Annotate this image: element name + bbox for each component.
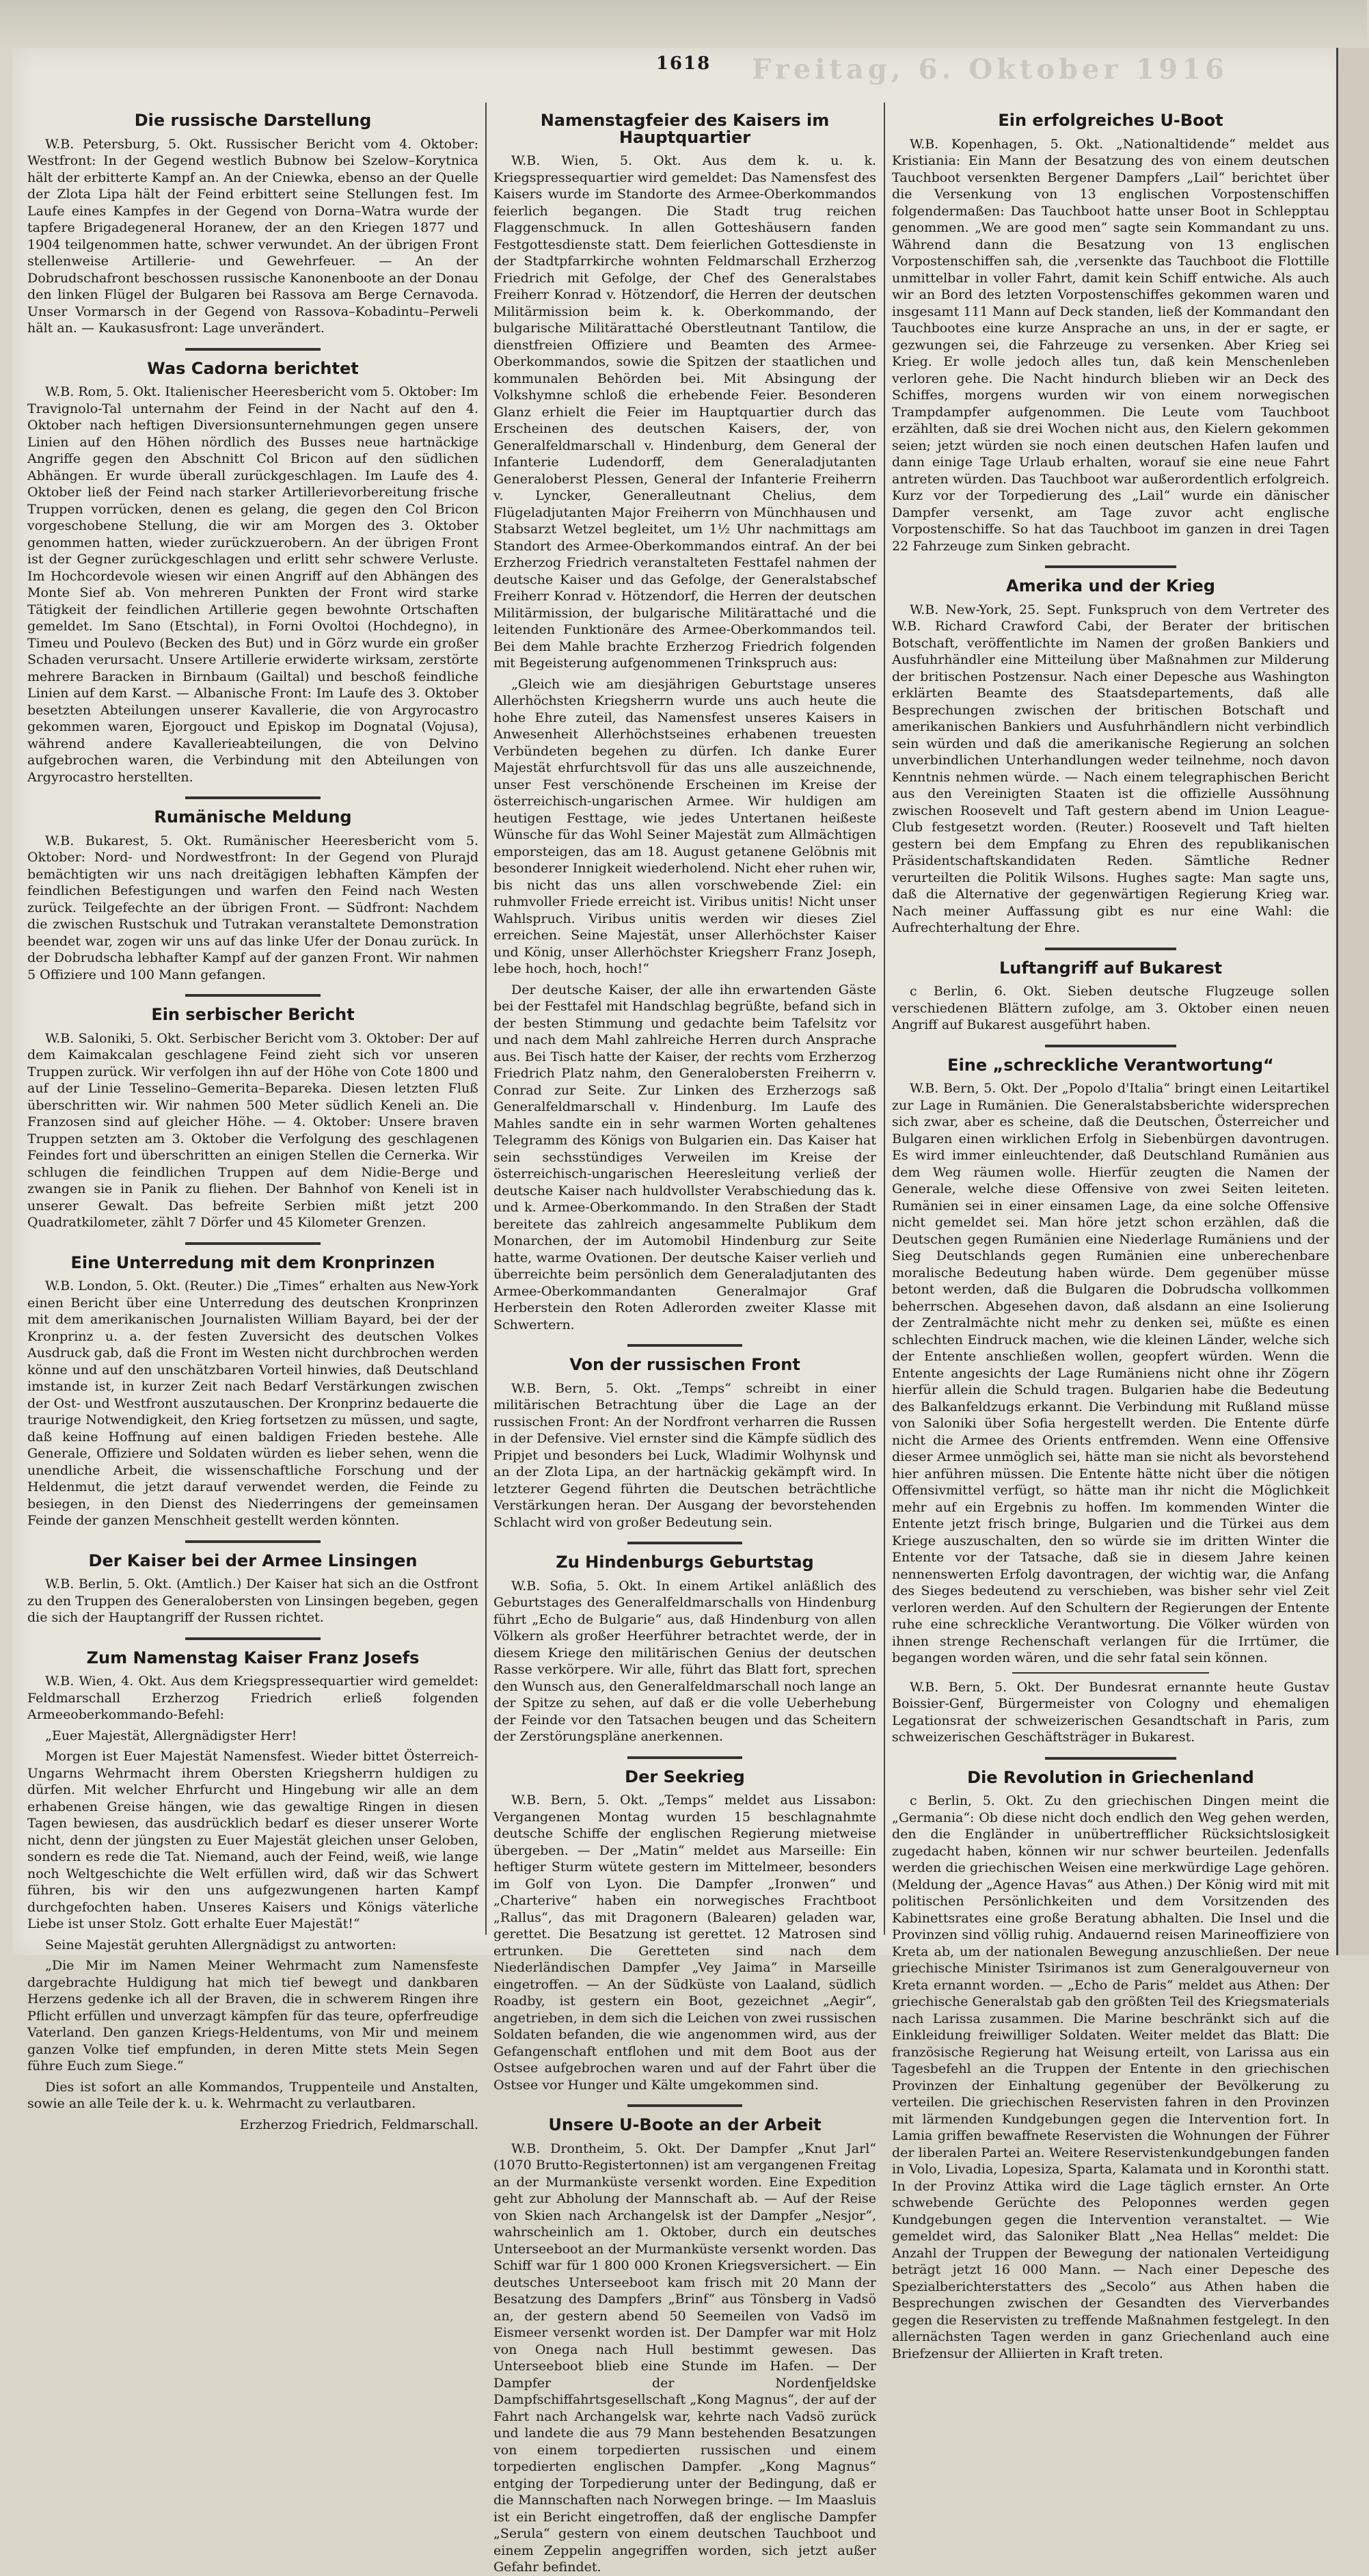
- article-paragraph: W.B. Petersburg, 5. Okt. Russischer Bericht vom 4. Oktober: Westfront: In der Gegend westlich Bubnow bei Szelow–Korytnica hält der erbitterte Kampf an. An der Cniewka, ebenso an der Quelle der Zlota Lipa hält der Feind erbittert seine Stellungen fest. Im Laufe eines Kampfes in der Gegend von Dorna–Watra wurde der tapfere Brigadegeneral Horanew, der an den Kriegen 1877 und 1904 teilgenommen hatte, schwer verwundet. An der übrigen Front stellenweise Artillerie- und Gewehrfeuer. — An der Dobrudschafront beschossen russische Kanonenboote an der Donau den linken Flügel der Bulgaren bei Rassova am Berge Cernavoda. Unser Vormarsch in der Gegend von Rassova–Kobadintu–Perweli hält an. — Kaukasusfront: Lage unverändert.: [27, 136, 478, 336]
- article-paragraph: W.B. London, 5. Okt. (Reuter.) Die „Times“ erhalten aus New-York einen Bericht über eine Unterredung des deutschen Kronprinzen mit dem amerikanischen Journalisten William Bayard, bei der der Kronprinz u. a. der festen Zuversicht des deutschen Volkes Ausdruck gab, daß die Front im Westen nicht durchbrochen werden könne und auf den unschätzbaren Vorteil hinwies, daß Deutschland imstande ist, in kurzer Zeit nach Bedarf Verstärkungen zwischen der Ost- und Westfront auszutauschen. Der Kronprinz bedauerte die traurige Notwendigkeit, den Krieg fortsetzen zu müssen, und sagte, daß keine Hoffnung auf einen baldigen Frieden bestehe. Alle Generale, Offiziere und Soldaten würden es lieber sehen, wenn die unendliche Arbeit, die wissenschaftliche Forschung und der Heldenmut, die jetzt darauf verwendet werden, die Feinde zu besiegen, in den Dienst des Niederringens der gemeinsamen Feinde der ganzen Menschheit gestellt werden könnten.: [27, 1278, 478, 1528]
- article-paragraph: W.B. Bern, 5. Okt. „Temps“ meldet aus Lissabon: Vergangenen Montag wurden 15 beschlagnahmte deutsche Schiffe der englischen Regierung mietweise übergeben. — Der „Matin“ meldet aus Marseille: Ein heftiger Sturm wütete gestern im Mittelmeer, besonders im Golf von Lyon. Die Dampfer „Ironwen“ und „Charterive“ haben ein norwegisches Frachtboot „Rallus“, das mit Dragonern (Balearen) geladen war, gerettet. Die Besatzung ist gerettet. 12 Matrosen sind ertrunken. Die Geretteten sind nach dem Niederländischen Dampfer „Vey Jaima“ in Marseille eingetroffen. — An der Südküste von Laaland, südlich Roadby, ist gestern ein Boot, gezeichnet „Aegir“, angetrieben, in dem sich die Leichen von zwei russischen Soldaten befanden, die wie angenommen wird, aus der Gefangenschaft entflohen und mit dem Boot aus der Ostsee aufgebrochen waren und auf der Fahrt über die Ostsee vor Hunger und Kälte umgekommen sind.: [493, 1793, 876, 2093]
- article: [27, 796, 478, 983]
- article-separator: [185, 994, 321, 997]
- article-paragraph: W.B. Saloniki, 5. Okt. Serbischer Bericht vom 3. Oktober: Der auf dem Kaimakcalan geschlagene Feind zieht sich vor unseren Truppen zurück. Wir verfolgen ihn auf der Höhe von Cote 1800 und auf der Linie Tesselino–Gemerita–Bepareka. Diesen letzten Fluß überschritten wir. Wir nahmen 500 Meter südlich Keneli an. Die Franzosen sind auf gleicher Höhe. — 4. Oktober: Unsere braven Truppen setzten am 3. Oktober die Verfolgung des geschlagenen Feindes fort und überschritten an einigen Stellen die Cernerka. Wir schlugen die feindlichen Truppen auf dem Nidie-Berge und zwangen sie in Panik zu fliehen. Der Bahnhof von Keneli ist in unserer Gewalt. Das befreite Serbien mißt jetzt 200 Quadratkilometer, zählt 7 Dörfer und 45 Kilometer Grenzen.: [27, 1030, 478, 1230]
- article-separator: [627, 2104, 742, 2107]
- article: [27, 348, 478, 786]
- article-paragraph: W.B. Wien, 4. Okt. Aus dem Kriegspressequartier wird gemeldet: Feldmarschall Erzherzog Friedrich erließ folgenden Armeeoberkommando-Befehl:: [27, 1674, 478, 1722]
- article-paragraph: W.B. Sofia, 5. Okt. In einem Artikel anläßlich des Geburtstages des Generalfeldmarschalls von Hindenburg führt „Echo de Bulgarie“ aus, daß Hindenburg von allen Völkern als großer Heerführer betrachtet werde, der in diesem Kriege den militärischen Genius der deutschen Rasse verkörpere. Wir alle, führt das Blatt fort, sprechen den Wunsch aus, den Generalfeldmarschall noch lange an der Spitze zu sehen, auf daß er die volle Ueberhebung der Feinde vor den Tatsachen beugen und das Scheitern der Zerstörungspläne anerkennen.: [493, 1578, 876, 1744]
- article-headline: Ein erfolgreiches U-Boot: [998, 111, 1223, 130]
- article: [493, 112, 876, 1333]
- article-separator: [185, 1242, 321, 1245]
- column-3: [892, 103, 1329, 2361]
- header-bleed: Freitag, 6. Oktober 1916: [752, 53, 1228, 85]
- article-separator: [1045, 948, 1176, 950]
- article-separator: [1045, 1045, 1176, 1047]
- article: [493, 1756, 876, 2094]
- article-separator: [1012, 1672, 1209, 1674]
- scan-top-margin: [0, 0, 1367, 48]
- article-paragraph: W.B. Wien, 5. Okt. Aus dem k. u. k. Kriegspressequartier wird gemeldet: Das Namensfest des Kaisers wurde im Standorte des Armee-Oberkommandos feierlich begangen. Die Stadt trug reichen Flaggenschmuck. In allen Gotteshäusern fanden Festgottesdienste statt. Dem feierlichen Gottesdienste in der Stadtpfarrkirche wohnten Feldmarschall Erzherzog Friedrich mit Gefolge, der Chef des Generalstabes Freiherr Konrad v. Hötzendorf, die Herren der deutschen Militärmission beim k. k. Oberkommando, der bulgarische Militärattaché Oberstleutnant Tantilow, die dienstfreien Offiziere und Beamten des Armee-Oberkommandos, sowie die Spitzen der staatlichen und kommunalen Behörden bei. Mit Absingung der Volkshymne schloß die erhebende Feier. Besonderen Glanz erhielt die Feier im Hauptquartier durch das Erscheinen des deutschen Kaisers, der, von Generalfeldmarschall v. Hindenburg, dem General der Infanterie Ludendorff, dem Generaladjutanten Generaloberst Plessen, General der Infanterie Freiherrn v. Lyncker, Generalleutnant Chelius, dem Flügeladjutanten Major Freiherrn von Münchhausen und Stabsarzt Wetzel begleitet, um 1½ Uhr nachmittags am Standort des Armee-Oberkommandos eintraf. An der bei Erzherzog Friedrich veranstalteten Festtafel nahmen der deutsche Kaiser und das Gefolge, der Generalstabschef Freiherr Konrad v. Hötzendorf, die Herren der deutschen Militärmission, der bulgarische Militärattaché und die leitenden Funktionäre des Armee-Oberkommandos teil. Bei dem Mahle brachte Erzherzog Friedrich folgenden mit Begeisterung aufgenommenen Trinkspruch aus:: [493, 153, 876, 671]
- article-headline: Luftangriff auf Bukarest: [999, 958, 1223, 978]
- page-number: 1618: [655, 53, 711, 74]
- article-paragraph: W.B. Bern, 5. Okt. Der „Popolo d'Italia“ bringt einen Leitartikel zur Lage in Rumänien. Die Generalstabsberichte widersprechen sich zwar, aber es scheine, daß die Deutschen, Österreicher und Bulgaren einen wirklichen Erfolg in Siebenbürgen davontrugen. Es wird immer einleuchtender, daß Deutschland Rumänien aus dem Weg räumen wolle. Hierfür zeugten die Namen der Generale, welche diese Offensive von zwei Seiten leiteten. Rumänien sei in einer einsamen Lage, da eine solche Offensive nicht gemeldet sei. Man höre jetzt schon erzählen, daß die Deutschen gegen Rumänien eine Niederlage Rumäniens und der Sieg Deutschlands gegen Rumänien eine unberechenbare moralische Bedeutung haben würde. Dem gegenüber müsse betont werden, daß die Bulgaren die Dobrudscha vollkommen beherrschen. Abgesehen davon, daß alsdann an eine Isolierung der Zentralmächte nicht mehr zu denken sei, müßte es einen schlechten Eindruck machen, wie die kleinen Länder, welche sich der Entente anschließen wollen, geopfert würden. Wenn die Entente angesichts der Lage Rumäniens nicht ohne ihr Zögern hierfür allein die Schuld tragen. Bulgarien habe die Bedeutung des Balkanfeldzugs erkannt. Die Verbindung mit Rußland müsse von Saloniki über Sofia hergestellt werden. Die Entente dürfe nicht die Armee des Orients entfremden. Wenn eine Offensive dieser Armee unmöglich sei, hätte man sie nicht als bevorstehend hier anführen müssen. Die Entente hätte nicht über die nötigen Offensivmittel verfügt, so hätte man ihr nicht die Möglichkeit mehr auf ein Ergebnis zu hoffen. Im kommenden Winter die Entente jetzt frisch bringe, Bulgarien und die Türkei aus dem Kriege auszuschalten, den so würde sie im dritten Winter die Entente vor der Tatsache, daß sie in diesem Jahre keinen nennenswerten Erfolg davontragen, der wichtig war, die Anfang des Sieges bedeutend zu verschieben, was bisher sehr viel Zeit verloren werden. Auf den Schultern der Regierungen der Entente ruhe eine schreckliche Verantwortung. Die Völker würden von ihnen strenge Rechenschaft verlangen für die Irrtümer, die begangen worden wären, und die sehr fatal sein können.: [892, 1081, 1329, 1665]
- article-headline: Rumänische Meldung: [154, 807, 352, 827]
- article-headline: Der Seekrieg: [625, 1767, 745, 1786]
- article: [493, 1542, 876, 1745]
- article-paragraph: W.B. Bern, 5. Okt. „Temps“ schreibt in einer militärischen Betrachtung über die Lage an der russischen Front: An der Nordfront verharren die Russen in der Defensive. Viel ernster sind die Kämpfe südlich des Pripjet und besonders bei Luck, Wladimir Wolhynsk und an der Zlota Lipa, an der hartnäckig gekämpft wird. In letzterer Gegend führten die Deutschen beträchtliche Verstärkungen heran. Der Ausgang der bevorstehenden Schlacht wird von großer Bedeutung sein.: [493, 1380, 876, 1530]
- article-headline: Die Revolution in Griechenland: [967, 1767, 1254, 1787]
- article-paragraph: W.B. Kopenhagen, 5. Okt. „Nationaltidende“ meldet aus Kristiania: Ein Mann der Besatzung des von einem deutschen Tauchboot versenkten Bergener Dampfers „Lail“ berichtet über die Versenkung von 13 englischen Vorpostenschiffen folgendermaßen: Das Tauchboot hatte unser Boot in Schlepptau genommen. „We are good men“ sagte sein Kommandant zu uns. Während dann die Besatzung von 13 englischen Vorpostenschiffen sah, die ‚versenkte das Tauchboot die Flottille unmittelbar in voller Fahrt, damit kein Schiff entwiche. Als auch wir an Bord des letzten Vorpostenschiffes gekommen waren und insgesamt 111 Mann auf Deck standen, ließ der Kommandant den Tauchbootes eine kurze Ansprache an uns, in der er sagte, er gezwungen sei, die Fahrzeuge zu versenken. Aber Krieg sei Krieg. Er wolle jedoch alles tun, daß kein Menschenleben verloren gehe. Die Nacht hindurch blieben wir an Deck des Schiffes, morgens wurden wir von einem norwegischen Trampdampfer aufgenommen. Die Leute vom Tauchboot erzählten, daß sie drei Wochen nicht aus, den Kielern gekommen seien; jetzt würden sie noch einen deutschen Hafen laufen und dann einige Tage Urlaub erhalten, worauf sie eine neue Fahrt antreten würden. Das Tauchboot war außerordentlich erfolgreich. Kurz vor der Torpedierung des „Lail“ wurde ein dänischer Dampfer versenkt, am Tage zuvor acht englische Vorpostenschiffe. So hat das Tauchboot im ganzen in drei Tagen 22 Fahrzeuge zum Sinken gebracht.: [892, 136, 1329, 554]
- article-signature: Erzherzog Friedrich, Feldmarschall.: [239, 2117, 478, 2132]
- article-paragraph: W.B. Berlin, 5. Okt. (Amtlich.) Der Kaiser hat sich an die Ostfront zu den Truppen des Generalobersten von Linsingen begeben, gegen die sich der Hauptangriff der Russen richtet.: [27, 1577, 478, 1625]
- article-separator: [185, 796, 321, 799]
- article-paragraph: W.B. Drontheim, 5. Okt. Der Dampfer „Knut Jarl“ (1070 Brutto-Registertonnen) ist am vergangenen Freitag an der Murmanküste versenkt worden. Eine Expedition geht zur Abholung der Mannschaft ab. — Auf der Reise von Skien nach Archangelsk ist der Dampfer „Nesjor“, wahrscheinlich am 1. Oktober, durch ein deutsches Unterseeboot an der Murmanküste versenkt worden. Das Schiff war für 1 800 000 Kronen Kriegsversichert. — Ein deutsches Unterseeboot kam frisch mit 20 Mann der Besatzung des Dampfers „Brinf“ aus Tönsberg in Vadsö an, der gestern abend 50 Seemeilen von Vadsö im Eismeer versenkt worden ist. Der Dampfer war mit Holz von Onega nach Hull bestimmt gewesen. Das Unterseeboot blieb eine Stunde im Hafen. — Der Dampfer der Nordenfjeldske Dampfschiffahrtsgesellschaft „Kong Magnus“, der auf der Fahrt nach Archangelsk war, kehrte nach Vadsö zurück und landete die aus 79 Mann bestehenden Besatzungen von einem torpedierten russischen und einem torpedierten englischen Dampfer. „Kong Magnus“ entging der Torpedierung unter der Bedingung, daß er die Mannschaften nach Norwegen bringe. — Im Maasluis ist ein Bericht eingetroffen, daß der englische Dampfer „Serula“ gestern von einem deutschen Tauchboot und einem Zeppelin angegriffen worden, sich jetzt außer Gefahr befindet.: [493, 2141, 876, 2575]
- article-separator: [185, 1540, 321, 1543]
- column-rule: [884, 103, 885, 1935]
- article-separator: [627, 1756, 742, 1759]
- article-paragraph: c Berlin, 5. Okt. Zu den griechischen Dingen meint die „Germania“: Ob diese nicht doch endlich den Weg gehen werden, den die Engländer in unübertrefflicher Rücksichtslosigkeit zugedacht haben, können wir nur schwer beurteilen. Jedenfalls werden die griechischen Weisen eine merkwürdige Lage gehören. (Meldung der „Agence Havas“ aus Athen.) Der König wird mit mit politischen Persönlichkeiten und dem Vorsitzenden des Kabinettsrates eine große Beratung abhalten. Die Insel und die Provinzen sind völlig ruhig. Andauernd reisen Marineoffiziere von Kreta ab, um der nationalen Bewegung anzuschließen. Der neue griechische Minister Tsirimanos ist zum Generalgouverneur von Kreta ernannt worden. — „Echo de Paris“ meldet aus Athen: Der griechische Generalstab gab den größten Teil des Kriegsmaterials nach Larissa zusammen. Die Marine beschränkt sich auf die Einkleidung freiwilliger Soldaten. Weiter meldet das Blatt: Die französische Regierung hat Weisung erteilt, von Larissa aus ein Tagesbefehl an die Truppen der Entente in den griechischen Provinzen der Einhaltung gegenüber der Bevölkerung zu verteilen. Die griechischen Reservisten fahren in den Provinzen mit lärmenden Kundgebungen gegen die Intervention fort. In Lamia griffen bewaffnete Reservisten die Wohnungen der Führer der liberalen Partei an. Weitere Reservistenkundgebungen fanden in Volo, Livadia, Lopesiza, Sparta, Kalamata und in Koronthi statt. In der Provinz Attika wird die Lage täglich ernster. An Orte schwebende Gerüchte des Peloponnes werden gegen Kundgebungen gegen die Intervention veranstaltet. — Wie gemeldet wird, das Saloniker Blatt „Nea Hellas“ meldet: Die Anzahl der Truppen der Bewegung der nationalen Verteidigung beträgt jetzt 16 000 Mann. — Nach einer Depesche des Spezialberichterstatters des „Secolo“ aus Athen haben die Besprechungen zwischen der Gesandten des Vierverbandes gegen die Reservisten zu treffende Maßnahmen festgelegt. In den allernächsten Tagen werden in ganz Griechenland auch eine Briefzensur der Alliierten in Kraft treten.: [892, 1793, 1329, 2361]
- article: [493, 1344, 876, 1531]
- article-paragraph: Der deutsche Kaiser, der alle ihn erwartenden Gäste bei der Festtafel mit Handschlag begrüßte, befand sich in der besten Stimmung und gedachte beim Tafelsitz vor und nach dem Mahl zahlreiche Herren durch Ansprache aus. Bei Tisch hatte der Kaiser, der rechts vom Erzherzog Friedrich Platz nahm, den Generalobersten Freiherrn v. Conrad zur Seite. Zur Linken des Erzherzogs saß Generalfeldmarschall v. Hindenburg. Im Laufe des Mahles sandte ein in sehr warmen Worten gehaltenes Telegramm des Königs von Bulgarien ein. Das Kaiser hat sein sechsstündiges Verweilen im Kreise der österreichisch-ungarischen Heeresleitung verließ der deutsche Kaiser nach huldvollster Verabschiedung das k. und k. Armee-Oberkommando. In den Straßen der Stadt bereitete das zahlreich angesammelte Publikum dem Monarchen, der im Automobil Hindenburg zur Seite hatte, warme Ovationen. Der deutsche Kaiser verlieh und überreichte beim persönlich dem Generaladjutanten des Armee-Oberkommandanten Generalmajor Graf Herberstein den Roten Adlerorden zweiter Klasse mit Schwertern.: [493, 982, 876, 1332]
- article: [493, 2104, 876, 2576]
- article-headline: Die russische Darstellung: [134, 111, 372, 130]
- article-paragraph: W.B. Rom, 5. Okt. Italienischer Heeresbericht vom 5. Oktober: Im Travignolo-Tal unternahm der Feind in der Nacht auf den 4. Oktober nach heftigen Diversionsunternehmungen gegen unsere Linien auf den Höhen nördlich des Busses neue hartnäckige Angriffe gegen den Abschnitt Col Bricon auf den südlichen Abhängen. Er wurde überall zurückgeschlagen. Im Laufe des 4. Oktober ließ der Feind nach starker Artillerievorbereitung frische Truppen vorrücken, denen es gelang, die gegen den Col Bricon vorgeschobene Stellung, die wir am Morgen des 3. Oktober genommen hatten, wieder zurückzuerobern. An der übrigen Front ist der Gegner zurückgeschlagen und erlitt sehr schwere Verluste. Im Hochcordevole wiesen wir einen Angriff auf den Abhängen des Monte Sief ab. Von mehreren Punkten der Front wird starke Tätigkeit der feindlichen Artillerie gegen bewohnte Ortschaften gemeldet. Im Sano (Etschtal), in Forni Ovoltoi (Hochdegno), in Timeu und Poulevo (Becken des But) und in Görz wurde ein großer Schaden verursacht. Unsere Artillerie erwiderte wirksam, zerstörte mehrere Baracken in Birnbaum (Gailtal) und beschoß feindliche Linien auf dem Karst. — Albanische Front: Im Laufe des 3. Oktober besetzten Abteilungen unserer Kavallerie, die von Argyrocastro gekommen waren, Ejorgouct und Episkop im Dognatal (Vojusa), während andere Kavallerieabteilungen, die von Delvino aufgebrochen waren, die Verbindung mit den Abteilungen von Argyrocastro herstellten.: [27, 384, 478, 785]
- article-headline: Ein serbischer Bericht: [151, 1005, 355, 1024]
- article-separator: [1045, 1757, 1176, 1760]
- adjacent-page-edge: [1336, 48, 1369, 1955]
- article: [892, 1045, 1329, 1667]
- article-paragraph: W.B. Bukarest, 5. Okt. Rumänischer Heeresbericht vom 5. Oktober: Nord- und Nordwestfront: In der Gegend von Plurajd bemächtigten wir uns nach dreitägigen lebhaften Kämpfen der feindlichen Befestigungen und warfen den Feind nach Westen zurück. Teilgefechte an der übrigen Front. — Südfront: Nachdem die zwischen Rustschuk und Tutrakan veranstaltete Demonstration beendet war, zogen wir uns auf das linke Ufer der Donau zurück. In der Dobrudscha lebhafter Kampf auf der ganzen Front. Wir nahmen 5 Offiziere und 100 Mann gefangen.: [27, 833, 478, 982]
- article: [27, 994, 478, 1231]
- article-paragraph: „Gleich wie am diesjährigen Geburtstage unseres Allerhöchsten Kriegsherrn wurde uns auch heute die hohe Ehre zuteil, das Namensfest unseres Kaisers in Anwesenheit Allerhöchstseines erhabenen treuesten Verbündeten begehen zu dürfen. Ich danke Eurer Majestät ehrfurchtsvoll für das uns alle auszeichnende, unser Fest verschönende Erscheinen im Kreise der österreichisch-ungarischen Armee. Wir huldigen am heutigen Festtage, wie jedes Untertanen heißeste Wünsche für das Wohl Seiner Majestät zum Allmächtigen emporsteigen, das am 18. August getanene Gelöbnis mit besonderer Innigkeit wiederholend. Nicht eher ruhen wir, bis nicht das uns allen vorschwebende Ziel: ein ruhmvoller Friede erreicht ist. Viribus unitis! Nicht unser Wahlspruch. Viribus unitis werden wir dieses Ziel erreichen. Seine Majestät, unser Allerhöchster Kaiser und König, unser Allerhöchster Kriegsherr Franz Joseph, lebe hoch, hoch, hoch!“: [493, 676, 876, 976]
- article: [27, 1242, 478, 1529]
- article-paragraph: „Die Mir im Namen Meiner Wehrmacht zum Namensfeste dargebrachte Huldigung hat mich tief bewegt und dankbaren Herzens gedenke ich all der Braven, die in schwerem Ringen ihre Pflicht erfüllen und unverzagt kämpfen für das teure, opferfreudige Vaterland. Den ganzen Kriegs-Heldentums, von Mir und meinem ganzen Volke tief empfunden, in deren Mitte stets Mein Segen führe Euch zum Siege.“: [27, 1958, 478, 2074]
- article-headline: Zu Hindenburgs Geburtstag: [556, 1553, 814, 1572]
- article: [892, 112, 1329, 554]
- article-headline: Unsere U-Boote an der Arbeit: [548, 2115, 822, 2134]
- column-2: [493, 103, 876, 2575]
- article-paragraph: c Berlin, 6. Okt. Sieben deutsche Flugzeuge sollen verschiedenen Blättern zufolge, am 3. Oktober einen neuen Angriff auf Bukarest ausgeführt haben.: [892, 984, 1329, 1032]
- article-paragraph: W.B. New-York, 25. Sept. Funkspruch von dem Vertreter des W.B. Richard Crawford Cabi, der Berater der britischen Botschaft, veröffentlichte im Namen der großen Bankiers und Ausfuhrhändler eine Mitteilung über Maßnahmen zur Milderung der britischen Postzensur. Nach einer Depesche aus Washington erklärten Beamte des Staatsdepartements, daß alle Besprechungen zwischen der britischen Botschaft und amerikanischen Bankiers und Ausfuhrhändlern nicht verbindlich sein würden und daß die amerikanische Regierung an solchen unverbindlichen Unterhandlungen weder teilnehme, noch davon Kenntnis nehmen würde. — Nach einem telegraphischen Bericht aus den Vereinigten Staaten ist die offizielle Aussöhnung zwischen Roosevelt und Taft gestern abend im Union League-Club festgesetzt worden. (Reuter.) Roosevelt und Taft hielten gestern bei dem Empfang zu Ehren des republikanischen Präsidentschaftskandidaten Reden. Sämtliche Redner verurteilten die Politik Wilsons. Hughes sagte: Man sagte uns, daß die Alternative der gegenwärtigen Regierung Krieg war. Nach meiner Auffassung gibt es nur eine Wahl: die Aufrechterhaltung der Ehre.: [892, 602, 1329, 935]
- article-headline: Zum Namenstag Kaiser Franz Josefs: [86, 1648, 420, 1667]
- article-headline: Von der russischen Front: [569, 1355, 800, 1374]
- article-separator: [185, 1637, 321, 1640]
- article-headline: Was Cadorna berichtet: [147, 358, 359, 378]
- column-1: [27, 103, 478, 2132]
- article-separator: [185, 348, 321, 351]
- article-paragraph: Seine Majestät geruhten Allergnädigst zu antworten:: [45, 1937, 396, 1953]
- article-paragraph: „Euer Majestät, Allergnädigster Herr!: [45, 1728, 297, 1743]
- article-headline: Der Kaiser bei der Armee Linsingen: [88, 1551, 418, 1570]
- article: [892, 565, 1329, 937]
- article: [892, 1757, 1329, 2363]
- article-separator: [627, 1344, 742, 1347]
- article-paragraph: Morgen ist Euer Majestät Namensfest. Wieder bittet Österreich-Ungarns Wehrmacht ihrem Obersten Kriegsherrn huldigen zu dürfen. Mit welcher Ehrfurcht und Hingebung wir alle an dem erhabenen Greise hängen, wie das gewaltige Ringen in diesen Tagen bewiesen, das ausdrücklich bedarf es dieser unserer Worte nicht, denn der jüngsten zu Euer Majestät gleichen unser Geloben, sondern es rede die Tat. Niemand, auch der Feind, weiß, wie lange noch Weltgeschichte die Welt erfüllen wird, daß wir das Schwert führen, bis wir den uns aufgezwungenen harten Kampf durchgefochten haben. Unseres Kaisers und Königs väterliche Liebe ist unser Stolz. Gott erhalte Euer Majestät!“: [27, 1749, 478, 1931]
- article-headline: Amerika und der Krieg: [1006, 576, 1215, 595]
- article: [27, 112, 478, 337]
- article: [27, 1540, 478, 1626]
- column-rule: [485, 103, 487, 1935]
- article-separator: [627, 1542, 742, 1544]
- article: [892, 948, 1329, 1034]
- article: [892, 1672, 1329, 1746]
- article-headline: Eine „schreckliche Verantwortung“: [947, 1055, 1274, 1075]
- article-paragraph: Dies ist sofort an alle Kommandos, Truppenteile und Anstalten, sowie an alle Teile der k. u. k. Wehrmacht zu verlautbaren.: [27, 2079, 478, 2111]
- article-headline: Namenstagfeier des Kaisers im Hauptquartier: [540, 111, 830, 147]
- article-paragraph: W.B. Bern, 5. Okt. Der Bundesrat ernannte heute Gustav Boissier-Genf, Bürgermeister von Cologny und ehemaligen Legationsrat der schweizerischen Gesandtschaft in Paris, zum schweizerischen Geschäftsträger in Bukarest.: [892, 1679, 1329, 1745]
- article-headline: Eine Unterredung mit dem Kronprinzen: [70, 1252, 435, 1272]
- article-separator: [1045, 565, 1176, 568]
- article: [27, 1637, 478, 2134]
